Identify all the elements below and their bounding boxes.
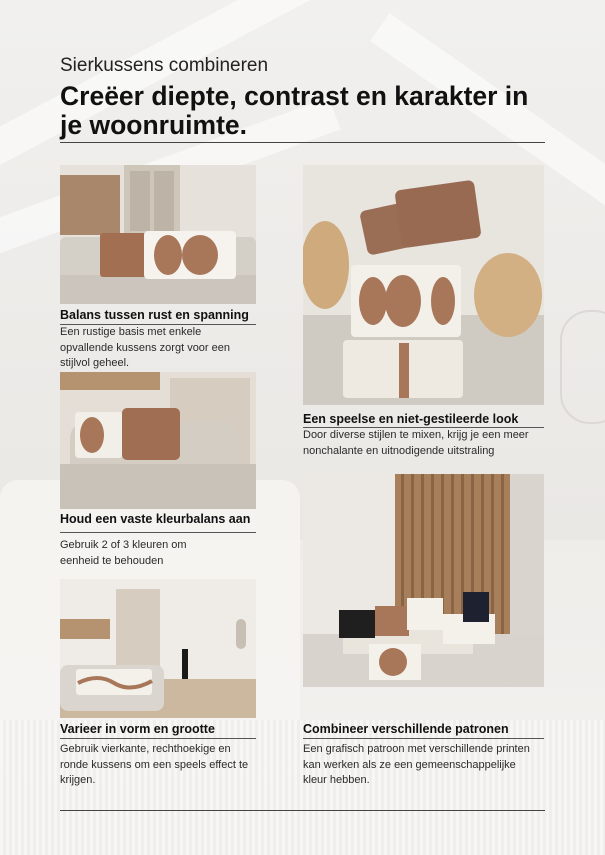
card-divider-3 — [60, 532, 256, 533]
card-text-2: Door diverse stijlen te mixen, krijg je een meer nonchalante en uitnodigende uitstraling — [303, 429, 529, 457]
card-title-4: Varieer in vorm en grootte — [60, 722, 215, 736]
page-title: Creëer diepte, contrast en karakter in je woonruimte. — [60, 81, 529, 140]
page-kicker: Sierkussens combineren — [60, 55, 269, 76]
card-title-3: Houd een vaste kleurbalans aan — [60, 512, 251, 526]
photo-beige-sofa — [60, 372, 256, 509]
photo-sofa-pillows — [60, 165, 256, 304]
photo-pillows-baskets — [303, 165, 544, 405]
card-title-5: Combineer verschillende patronen — [303, 722, 509, 736]
photo-slat-wall-pillows — [303, 474, 544, 687]
photo-room-wave-pillow — [60, 579, 256, 718]
top-divider — [60, 142, 545, 143]
card-text-4: Gebruik vierkante, rechthoekige en ronde kussens om een speels effect te krijgen. — [60, 743, 249, 786]
card-title-2: Een speelse en niet-gestileerde look — [303, 412, 519, 426]
card-text-5: Een grafisch patroon met verschillende printen kan werken als ze een gemeenschappelijke kleur hebben. — [303, 743, 530, 786]
card-divider-5 — [303, 738, 544, 739]
card-title-1: Balans tussen rust en spanning — [60, 308, 249, 322]
card-text-1: Een rustige basis met enkele opvallende kussens zorgt voor een stijlvol geheel. — [60, 326, 230, 369]
card-divider-4 — [60, 738, 256, 739]
card-text-3: Gebruik 2 of 3 kleuren om eenheid te behouden — [60, 539, 187, 567]
bottom-divider — [60, 810, 545, 811]
